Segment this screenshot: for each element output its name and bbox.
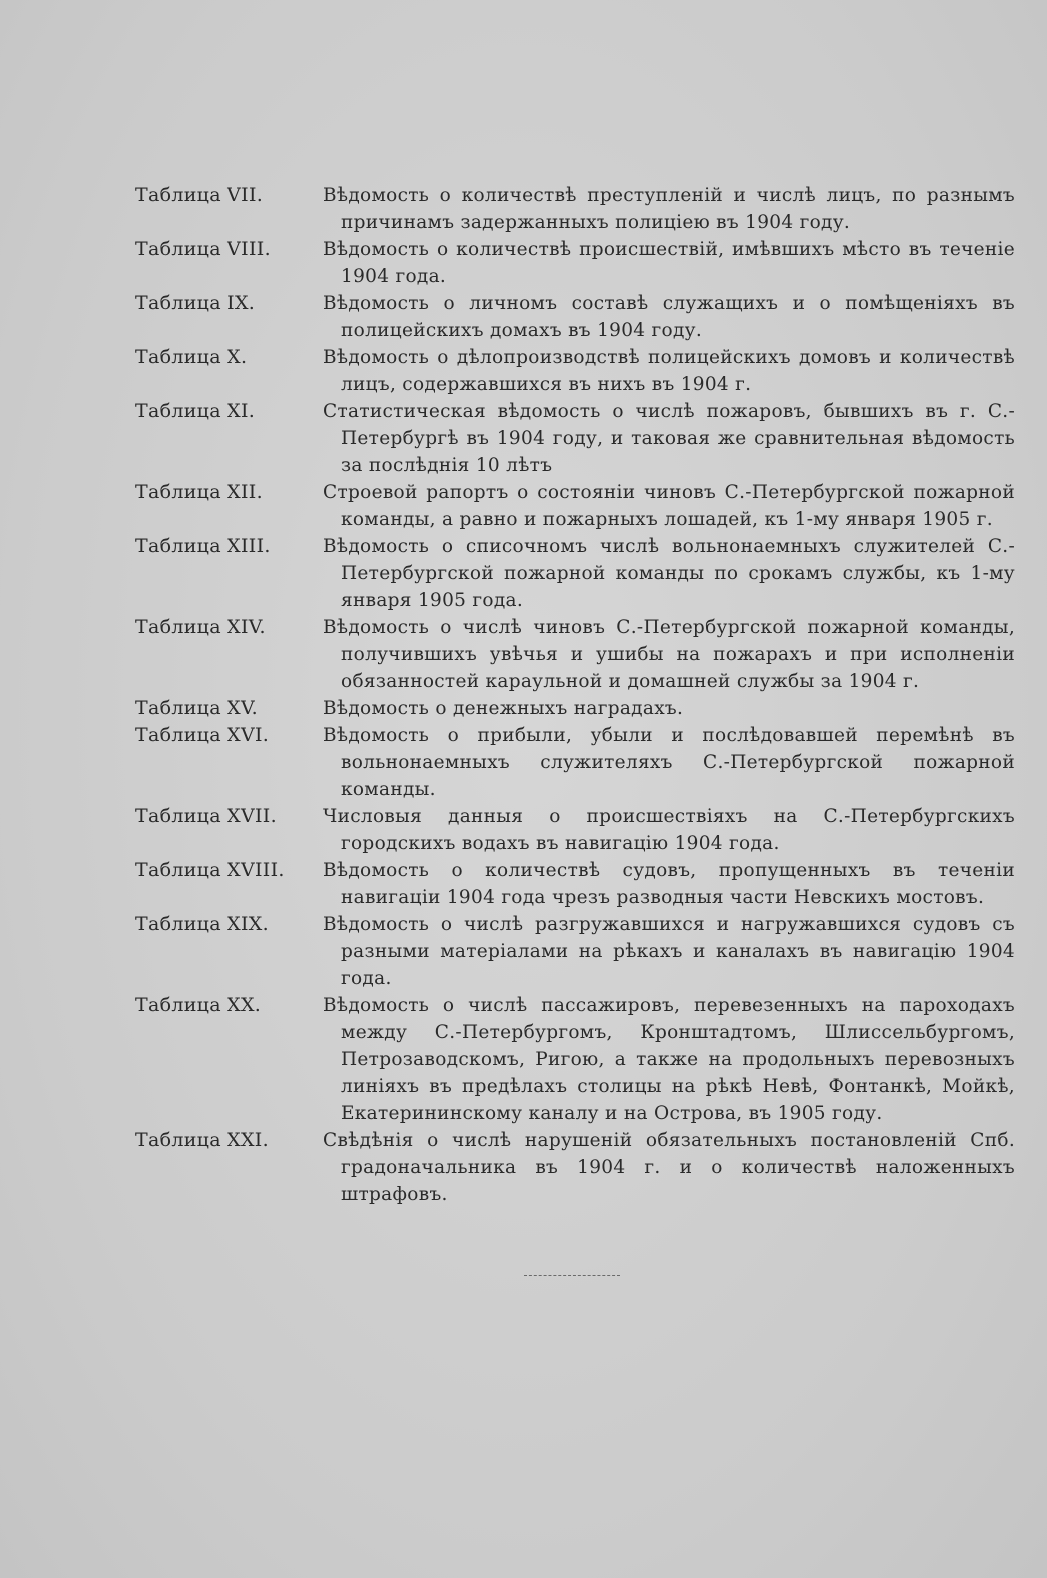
table-description: Вѣдомость о личномъ составѣ служащихъ и о помѣщеніяхъ въ полицейскихъ домахъ въ 1904 году. (323, 293, 1015, 341)
table-description: Числовыя данныя о происшествіяхъ на С.-Петербургскихъ городскихъ водахъ въ навигацію 1904 года. (323, 806, 1015, 854)
table-entry (135, 533, 1015, 614)
table-description: Вѣдомость о количествѣ судовъ, пропущенныхъ въ теченіи навигаціи 1904 года чрезъ разводныя части Невскихъ мостовъ. (323, 860, 1015, 908)
table-label: Таблица XX. (135, 994, 262, 1016)
table-label: Таблица XVII. (135, 805, 277, 827)
table-entry (135, 236, 1015, 290)
table-description: Вѣдомость о прибыли, убыли и послѣдовавшей перемѣнѣ въ вольнонаемныхъ служителяхъ С.-Петербургской пожарной команды. (323, 725, 1015, 800)
table-label: Таблица XIX. (135, 913, 269, 935)
table-label: Таблица XXI. (135, 1129, 269, 1151)
table-description: Свѣдѣнія о числѣ нарушеній обязательныхъ постановленій Спб. градоначальника въ 1904 г. и о количествѣ наложенныхъ штрафовъ. (323, 1130, 1015, 1205)
table-label: Таблица XVI. (135, 724, 270, 746)
table-label: Таблица IX. (135, 292, 256, 314)
table-description: Строевой рапортъ о состояніи чиновъ С.-Петербургской пожарной команды, а равно и пожарныхъ лошадей, къ 1-му января 1905 г. (323, 482, 1015, 530)
table-entry (135, 614, 1015, 695)
table-entry (135, 290, 1015, 344)
table-description: Вѣдомость о дѣлопроизводствѣ полицейскихъ домовъ и количествѣ лицъ, содержавшихся въ нихъ въ 1904 г. (323, 347, 1015, 395)
table-label: Таблица XII. (135, 481, 263, 503)
table-label: Таблица XIII. (135, 535, 271, 557)
table-entry (135, 857, 1015, 911)
table-description: Вѣдомость о числѣ разгружавшихся и нагружавшихся судовъ съ разными матеріалами на рѣкахъ и каналахъ въ навигацію 1904 года. (323, 914, 1015, 989)
table-entry (135, 479, 1015, 533)
table-label: Таблица VII. (135, 184, 264, 206)
table-description: Вѣдомость о числѣ чиновъ С.-Петербургской пожарной команды, получившихъ увѣчья и ушибы на пожарахъ и при исполненіи обязанностей караульной и домашней службы за 1904 г. (323, 617, 1015, 692)
table-entry (135, 803, 1015, 857)
table-label: Таблица XV. (135, 697, 259, 719)
table-label: Таблица XVIII. (135, 859, 285, 881)
table-description: Вѣдомость о числѣ пассажировъ, перевезенныхъ на пароходахъ между С.-Петербургомъ, Кронштадтомъ, Шлиссельбургомъ, Петрозаводскомъ, Ригою, а также на продольныхъ перевозныхъ линіяхъ въ предѣлахъ столицы на рѣкѣ Невѣ, Фонтанкѣ, Мойкѣ, Екатерининскому каналу и на Острова, въ 1905 году. (323, 995, 1015, 1124)
table-description: Вѣдомость о денежныхъ наградахъ. (323, 698, 684, 719)
table-entry (135, 182, 1015, 236)
table-description: Вѣдомость о количествѣ преступленій и числѣ лицъ, по разнымъ причинамъ задержанныхъ полиціею въ 1904 году. (323, 185, 1015, 233)
table-label: Таблица VIII. (135, 238, 271, 260)
table-description: Статистическая вѣдомость о числѣ пожаровъ, бывшихъ въ г. С.-Петербургѣ въ 1904 году, и таковая же сравнительная вѣдомость за послѣднія 10 лѣтъ (323, 401, 1015, 476)
table-entry (135, 1127, 1015, 1208)
table-entry (135, 695, 1015, 722)
table-entry (135, 911, 1015, 992)
table-entry (135, 344, 1015, 398)
closing-rule (524, 1275, 620, 1276)
table-list (135, 182, 1015, 1208)
table-entry (135, 722, 1015, 803)
table-label: Таблица X. (135, 346, 248, 368)
table-description: Вѣдомость о количествѣ происшествій, имѣвшихъ мѣсто въ теченіе 1904 года. (323, 239, 1015, 287)
table-label: Таблица XIV. (135, 616, 266, 638)
table-entry (135, 398, 1015, 479)
table-description: Вѣдомость о списочномъ числѣ вольнонаемныхъ служителей С.-Петербургской пожарной команды по срокамъ службы, къ 1-му января 1905 года. (323, 536, 1015, 611)
table-entry (135, 992, 1015, 1127)
table-label: Таблица XI. (135, 400, 256, 422)
